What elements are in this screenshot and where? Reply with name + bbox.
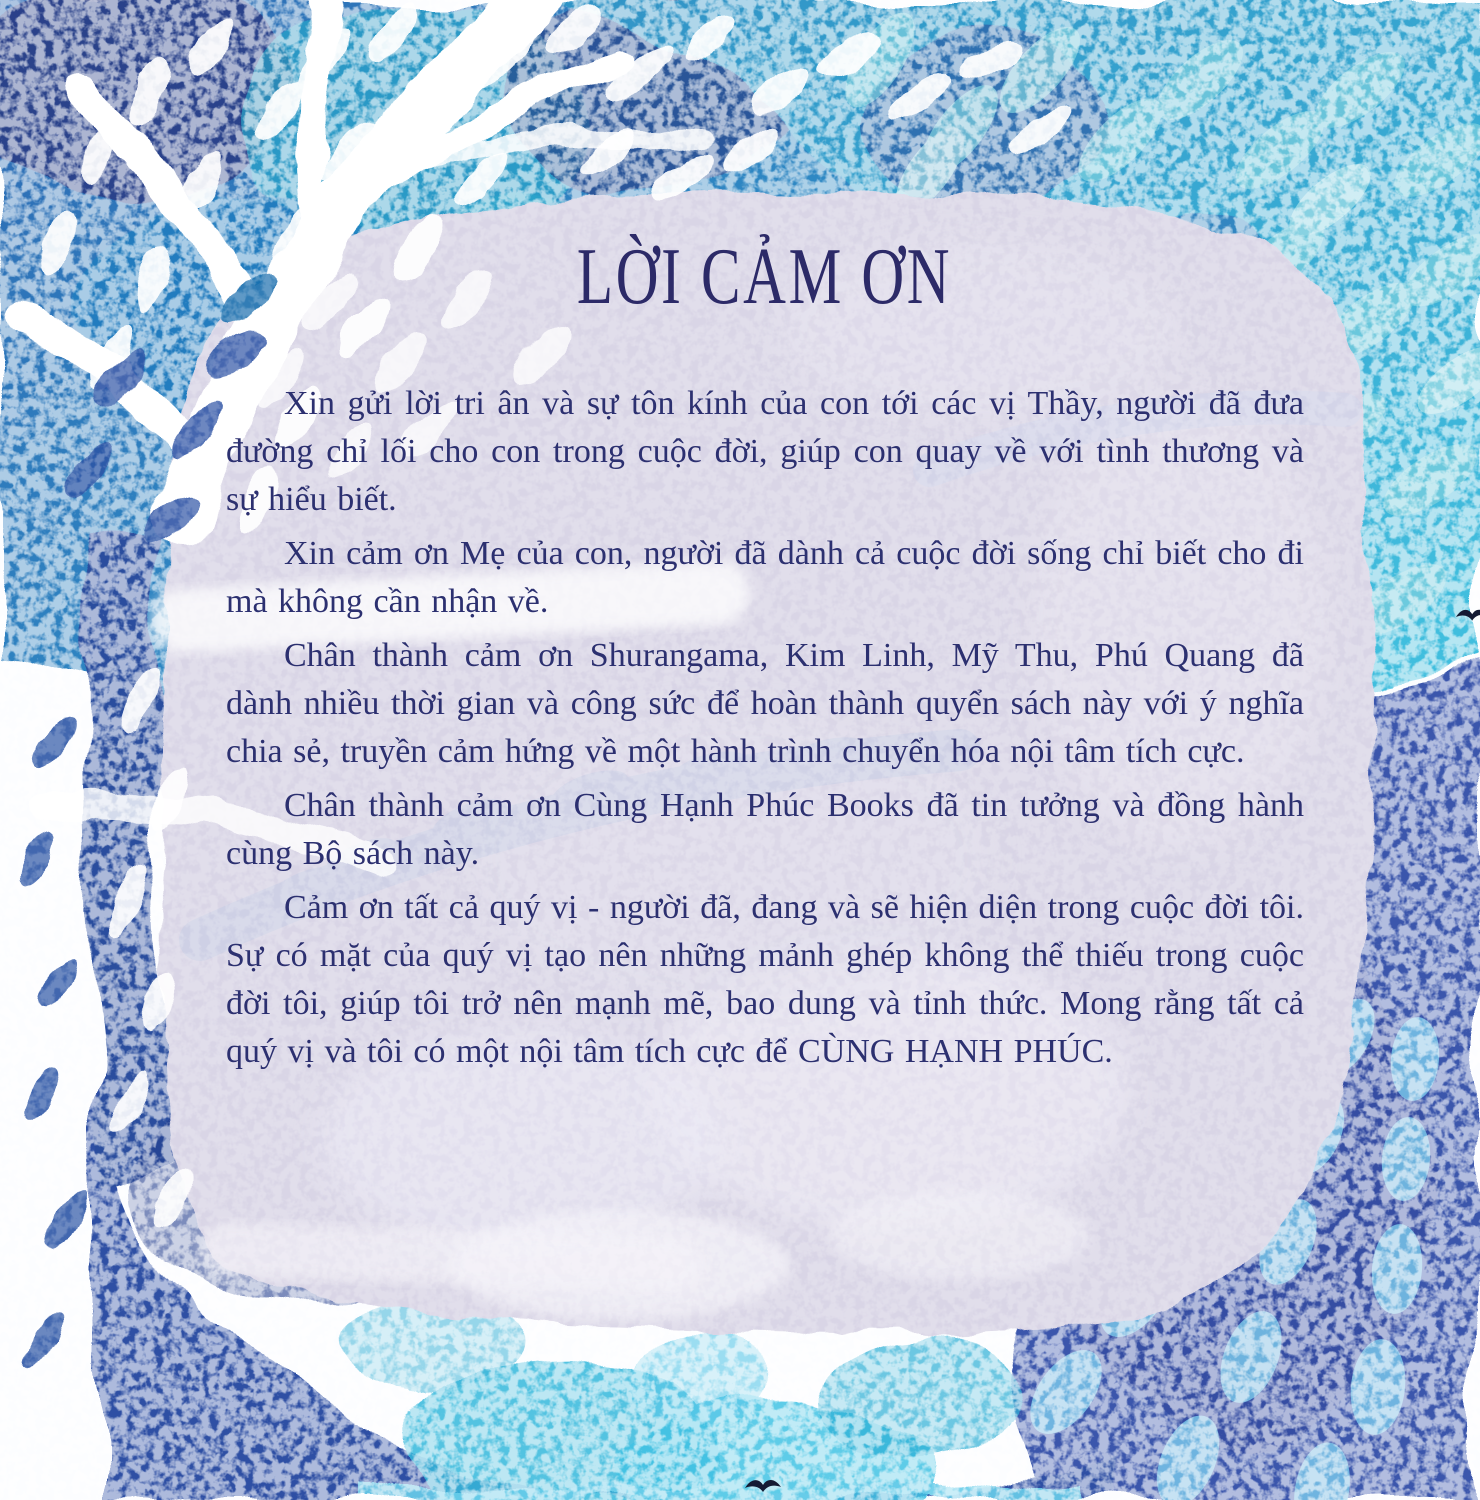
paragraph-teachers: Xin gửi lời tri ân và sự tôn kính của con tới các vị Thầy, người đã đưa đường chỉ lối cho con trong cuộc đời, giúp con quay về với tình thương và sự hiểu biết. xyxy=(226,385,1304,518)
paragraph-publisher: Chân thành cảm ơn Cùng Hạnh Phúc Books đã tin tưởng và đồng hành cùng Bộ sách này. xyxy=(226,787,1304,872)
acknowledgments-text-block xyxy=(226,228,1304,1082)
page-title-text: LỜI CẢM ƠN xyxy=(577,233,953,321)
paragraph-mother: Xin cảm ơn Mẹ của con, người đã dành cả cuộc đời sống chỉ biết cho đi mà không cần nhận về. xyxy=(226,535,1304,620)
paragraph-collaborators: Chân thành cảm ơn Shurangama, Kim Linh, Mỹ Thu, Phú Quang đã dành nhiều thời gian và công sức để hoàn thành quyển sách này với ý nghĩa chia sẻ, truyền cảm hứng về một hành trình chuyển hóa nội tâm tích cực. xyxy=(226,637,1304,770)
paragraph-readers: Cảm ơn tất cả quý vị - người đã, đang và sẽ hiện diện trong cuộc đời tôi. Sự có mặt của quý vị tạo nên những mảnh ghép không thể thiếu trong cuộc đời tôi, giúp tôi trở nên mạnh mẽ, bao dung và tỉnh thức. Mong rằng tất cả quý vị và tôi có một nội tâm tích cực để CÙNG HẠNH PHÚC. xyxy=(226,889,1304,1070)
page-title xyxy=(226,228,1304,326)
